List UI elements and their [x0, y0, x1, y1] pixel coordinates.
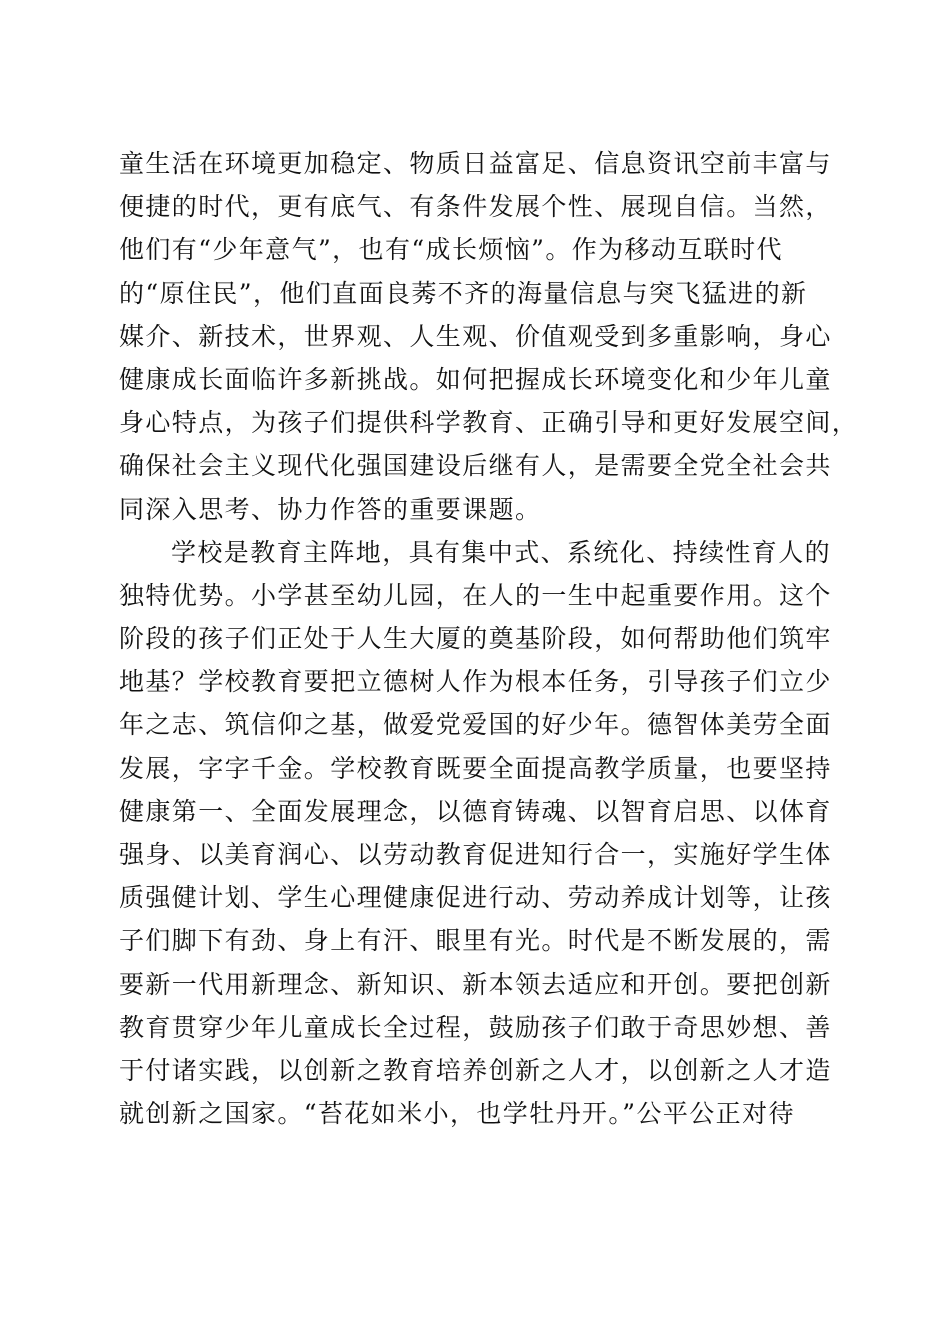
- text-line: 质强健计划、学生心理健康促进行动、劳动养成计划等，让孩: [119, 883, 832, 913]
- text-line: 要新一代用新理念、新知识、新本领去适应和开创。要把创新: [119, 969, 832, 999]
- text-line: 健康第一、全面发展理念，以德育铸魂、以智育启思、以体育: [119, 796, 832, 826]
- paragraph-2: [119, 531, 839, 1136]
- text-line: 媒介、新技术，世界观、人生观、价值观受到多重影响，身心: [119, 321, 832, 351]
- text-line: 阶段的孩子们正处于人生大厦的奠基阶段，如何帮助他们筑牢: [119, 624, 832, 654]
- paragraph-1: [119, 142, 859, 531]
- text-line: 他们有“少年意气”，也有“成长烦恼”。作为移动互联时代: [119, 235, 783, 265]
- text-line: 健康成长面临许多新挑战。如何把握成长环境变化和少年儿童: [119, 364, 832, 394]
- text-line: 就创新之国家。“苔花如米小，也学牡丹开。”公平公正对待: [119, 1099, 795, 1129]
- text-line: 身心特点，为孩子们提供科学教育、正确引导和更好发展空间，: [119, 408, 859, 438]
- text-line: 于付诸实践，以创新之教育培养创新之人才，以创新之人才造: [119, 1055, 832, 1085]
- text-line: 便捷的时代，更有底气、有条件发展个性、展现自信。当然，: [119, 192, 832, 222]
- text-line: 童生活在环境更加稳定、物质日益富足、信息资讯空前丰富与: [119, 149, 832, 178]
- body-text: [119, 142, 859, 1135]
- text-line: 强身、以美育润心、以劳动教育促进知行合一，实施好学生体: [119, 840, 832, 869]
- text-line-indented: 学校是教育主阵地，具有集中式、系统化、持续性育人的: [171, 537, 832, 567]
- text-line: 确保社会主义现代化强国建设后继有人，是需要全党全社会共: [119, 451, 832, 481]
- text-line: 年之志、筑信仰之基，做爱党爱国的好少年。德智体美劳全面: [119, 710, 832, 740]
- text-line: 发展，字字千金。学校教育既要全面提高教学质量，也要坚持: [119, 753, 832, 783]
- text-line: 教育贯穿少年儿童成长全过程，鼓励孩子们敢于奇思妙想、善: [119, 1012, 832, 1042]
- text-line: 的“原住民”，他们直面良莠不齐的海量信息与突飞猛进的新: [119, 278, 808, 308]
- text-line: 同深入思考、协力作答的重要课题。: [119, 494, 542, 524]
- text-line: 地基？学校教育要把立德树人作为根本任务，引导孩子们立少: [119, 667, 832, 697]
- text-line: 子们脚下有劲、身上有汗、眼里有光。时代是不断发展的，需: [119, 926, 832, 956]
- text-line: 独特优势。小学甚至幼儿园，在人的一生中起重要作用。这个: [119, 580, 832, 610]
